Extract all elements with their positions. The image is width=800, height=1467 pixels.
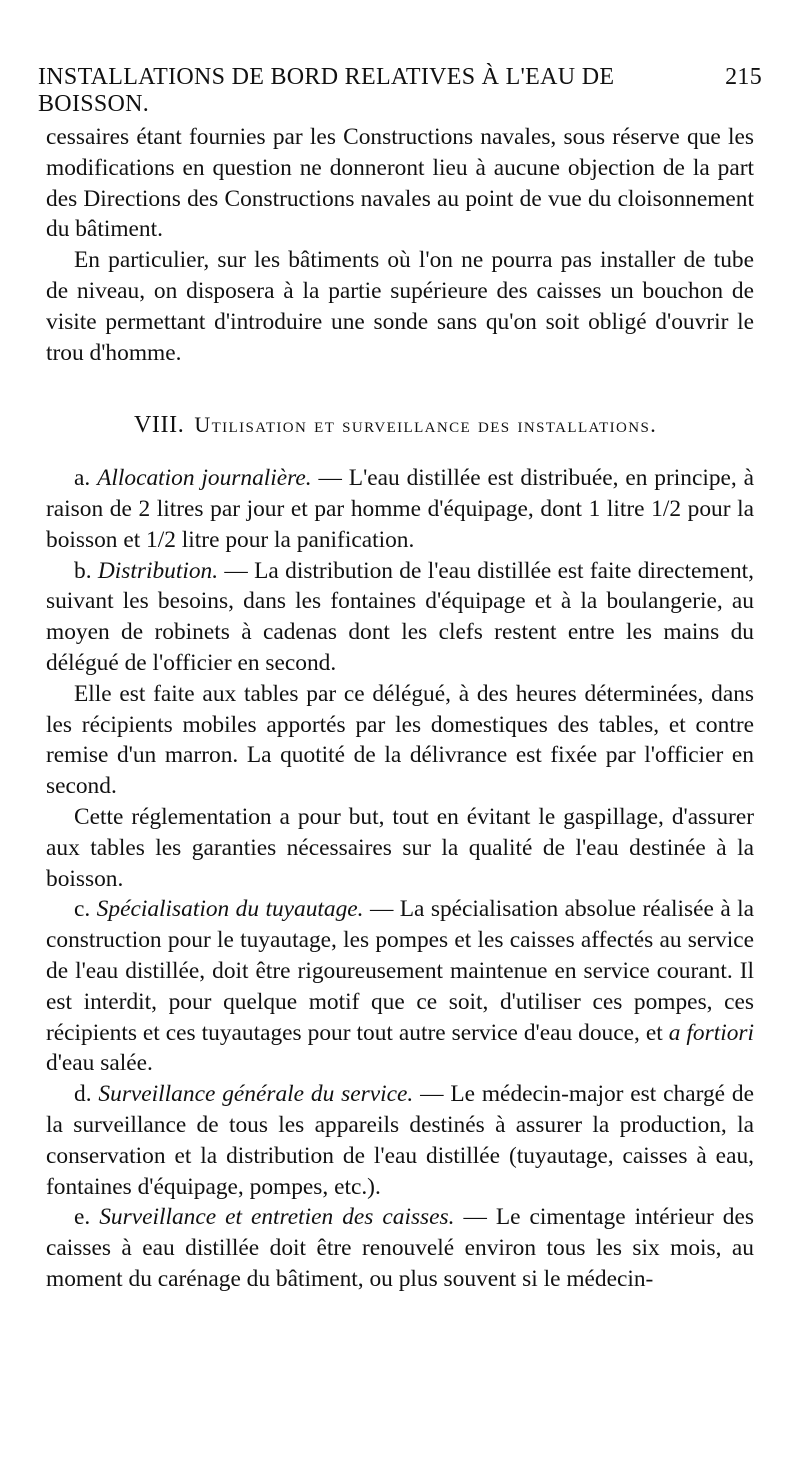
subsection-d-letter: d. [74, 1081, 92, 1108]
subsection-a [46, 463, 754, 555]
subsection-c-emphasis: a fortiori [668, 1019, 754, 1046]
subsection-e-body: — Le cimentage intérieur des caisses à eau distillée doit être renouvelé environ tous les six mois, au moment du carénage du bâtiment, ou plus souvent si le médecin- [46, 1204, 754, 1292]
section-number: VIII. [134, 412, 185, 439]
subsection-e-title: Surveillance et entretien des caisses. [99, 1204, 455, 1231]
subsection-c [46, 894, 754, 1079]
subsection-a-title: Allocation journalière. [97, 465, 312, 492]
subsection-a-letter: a. [74, 465, 91, 492]
subsection-b-title: Distribution. [97, 557, 219, 584]
subsection-b-body: — La distribution de l'eau distillée est faite directement, suivant les besoins, dans les fontaines d'équipage et à la boulangerie, au moyen de robinets à cadenas dont les clefs restent entre les mains du délégué de l'officier en second. [46, 557, 754, 676]
subsection-b [46, 556, 754, 679]
section-title: Utilisation et surveillance des installations. [194, 412, 658, 438]
section-heading [46, 410, 754, 441]
subsection-d-body: — Le médecin-major est chargé de la surveillance de tous les appareils destinés à assurer la production, la conservation et la distribution de l'eau distillée (tuyautage, caisses à eau, fontaines d'équipage, pompes, etc.). [46, 1081, 754, 1200]
subsection-c-title: Spécialisation du tuyautage. [96, 896, 364, 923]
subsection-d [46, 1079, 754, 1202]
subsection-c-body-2: d'eau salée. [46, 1050, 153, 1077]
body-text [46, 122, 754, 1295]
subsection-d-title: Surveillance générale du service. [98, 1081, 414, 1108]
subsection-b-paragraph-2: Elle est faite aux tables par ce délégué, à des heures déterminées, dans les récipients mobiles apportés par les domestiques des tables, et contre remise d'un marron. La quotité de la délivrance est fixée par l'officier en second. [46, 680, 754, 800]
subsection-b-letter: b. [74, 557, 92, 584]
page-number: 215 [725, 64, 762, 90]
subsection-c-body-1: — La spécialisation absolue réalisée à la construction pour le tuyautage, les pompes et les caisses affectés au service de l'eau distillée, doit être rigoureusement maintenue en service courant. Il est interdit, pour quelque motif que ce soit, d'utiliser ces pompes, ces récipients et ces tuyautages pour tout autre service d'eau douce, et [46, 896, 755, 1046]
running-title: INSTALLATIONS DE BORD RELATIVES À L'EAU DE BOISSON. [38, 64, 615, 117]
running-head [38, 64, 762, 118]
subsection-a-body: — L'eau distillée est distribuée, en principe, à raison de 2 litres par jour et par homme d'équipage, dont 1 litre 1/2 pour la boisson et 1/2 litre pour la panification. [46, 465, 754, 553]
subsection-e-letter: e. [74, 1204, 91, 1231]
intro-paragraph-1: cessaires étant fournies par les Constructions navales, sous réserve que les modifications en question ne donneront lieu à aucune objection de la part des Directions des Constructions navales au point de vue du cloisonnement du bâtiment. [46, 124, 754, 243]
subsection-e [46, 1202, 754, 1294]
intro-paragraph-2: En particulier, sur les bâtiments où l'on ne pourra pas installer de tube de niveau, on disposera à la partie supérieure des caisses un bouchon de visite permettant d'introduire une sonde sans qu'on soit obligé d'ouvrir le trou d'homme. [46, 247, 754, 366]
subsection-c-letter: c. [74, 896, 91, 923]
subsection-b-paragraph-3: Cette réglementation a pour but, tout en évitant le gaspillage, d'assurer aux tables les garanties nécessaires sur la qualité de l'eau destinée à la boisson. [46, 803, 754, 892]
